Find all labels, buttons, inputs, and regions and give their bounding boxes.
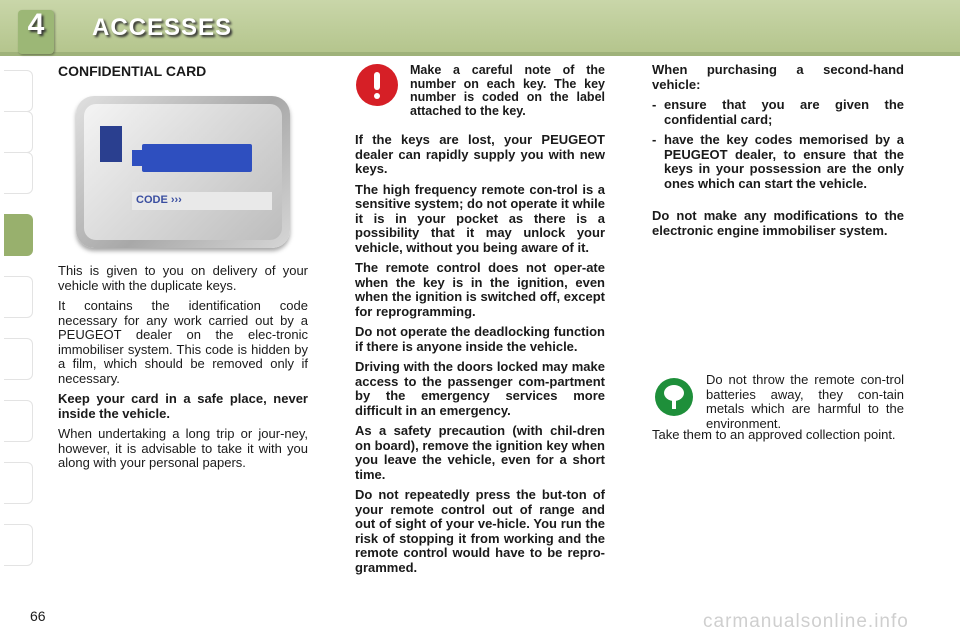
remote-sensitive-text: The high frequency remote con-trol is a sensitive system; do not operate it while it is in your pocket as there is a possibility that it may unlock your vehicle, without you being aware of it.	[355, 181, 605, 255]
second-hand-intro: When purchasing a second-hand vehicle:	[652, 62, 904, 92]
lost-keys-text: If the keys are lost, your PEUGEOT dealer can rapidly supply you with new keys.	[355, 132, 605, 176]
warning-text: Make a careful note of the number on each key. The key number is coded on the label attached to the key.	[410, 63, 605, 118]
eco-text: Do not throw the remote con-trol batteries away, they con-tain metals which are harmful to the environment.	[706, 372, 904, 431]
card-contents-text: It contains the identification code necessary for any work carried out by a PEUGEOT dealer on the elec-tronic immobiliser system. This code is hidden by a film, which should be removed only if necessary.	[58, 298, 308, 386]
deadlocking-text: Do not operate the deadlocking function if there is anyone inside the vehicle.	[355, 324, 605, 354]
immobiliser-text: Do not make any modifications to the electronic engine immobiliser system.	[652, 208, 904, 238]
bullet-text: have the key codes memorised by a PEUGEOT dealer, to ensure that the keys in your possession are the only ones which can start the vehicle.	[664, 132, 904, 191]
side-tab-3[interactable]	[4, 152, 33, 194]
left-column	[58, 264, 308, 477]
eco-after-box	[652, 428, 904, 449]
doors-locked-text: Driving with the doors locked may make access to the passenger com-partment by the emergency services more difficult in an emergency.	[355, 359, 605, 418]
side-tab-5[interactable]	[4, 276, 33, 318]
key-icon	[142, 144, 252, 172]
bullet-item: - have the key codes memorised by a PEUGEOT dealer, to ensure that the keys in your possession are the only ones which can start the vehicle.	[652, 132, 904, 191]
side-tab-2[interactable]	[4, 111, 33, 153]
remote-ignition-text: The remote control does not oper-ate when the key is in the ignition, even when the ignition is switched off, except for reprogramming.	[355, 260, 605, 319]
chapter-number: 4	[27, 8, 45, 41]
side-tab-4-active[interactable]	[4, 214, 33, 256]
eco-after-text: Take them to an approved collection point.	[652, 427, 896, 442]
confidential-card-image	[76, 96, 290, 248]
warning-icon	[356, 64, 398, 106]
bullet-text: ensure that you are given the confidential card;	[664, 97, 904, 127]
card-code-label: CODE ›››	[136, 194, 182, 206]
right-column	[652, 63, 904, 244]
warning-text-box	[410, 64, 605, 124]
card-safety-text: Keep your card in a safe place, never inside the vehicle.	[58, 391, 308, 421]
card-delivery-text: This is given to you on delivery of your vehicle with the duplicate keys.	[58, 263, 308, 293]
safety-precaution-text: As a safety precaution (with chil-dren on board), remove the ignition key when you leave the vehicle, even for a short time.	[355, 423, 605, 482]
side-tab-1[interactable]	[4, 70, 33, 112]
side-tab-6[interactable]	[4, 338, 33, 380]
section-heading: CONFIDENTIAL CARD	[58, 63, 207, 79]
bullet-item: - ensure that you are given the confidential card;	[652, 97, 904, 127]
side-tab-8[interactable]	[4, 462, 33, 504]
page-number: 66	[30, 608, 46, 624]
side-tab-9[interactable]	[4, 524, 33, 566]
remote-range-text: Do not repeatedly press the but-ton of your remote control out of range and out of sight of your ve-hicle. You run the risk of stopping it from working and the remote control would have to be repro-grammed.	[355, 487, 605, 575]
chapter-side-tabs	[0, 70, 34, 575]
side-tab-7[interactable]	[4, 400, 33, 442]
environment-tree-icon	[655, 378, 693, 416]
watermark: carmanualsonline.info	[703, 611, 909, 632]
card-trip-text: When undertaking a long trip or jour-ney, however, it is advisable to take it with you along with your personal papers.	[58, 426, 308, 470]
peugeot-logo-icon	[100, 126, 122, 162]
page-title: ACCESSES	[92, 14, 233, 41]
middle-column	[355, 133, 605, 581]
